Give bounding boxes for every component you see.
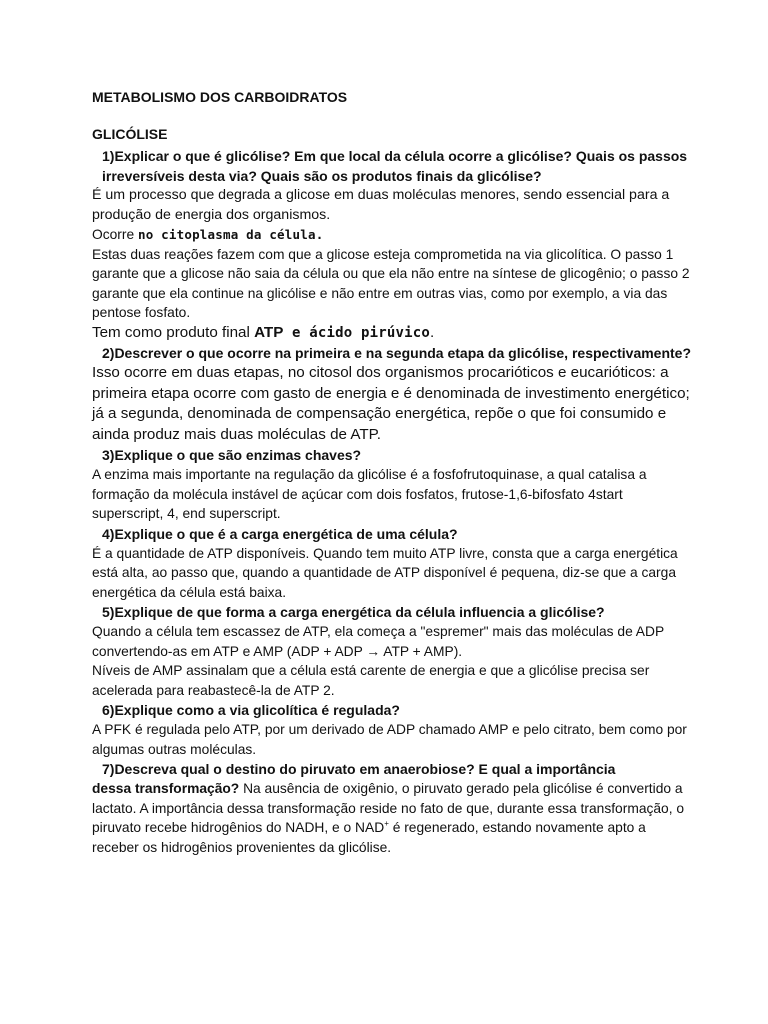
answer-1-location — [92, 225, 692, 245]
answer-1-location-bold: no citoplasma da célula. — [138, 227, 324, 242]
question-7-line-2: dessa transformação? — [92, 781, 240, 797]
document-title: METABOLISMO DOS CARBOIDRATOS — [92, 89, 348, 105]
answer-1-products — [92, 323, 692, 344]
answer-3: A enzima mais importante na regulação da glicólise é a fosfofrutoquinase, a qual catalisa a formação da molécula instável de açúcar com dois fosfatos, frutose-1,6-bifosfato 4start superscript, 4, end superscript. — [92, 467, 647, 522]
question-3: 3)Explique o que são enzimas chaves? — [102, 447, 362, 464]
answer-7-before-sup: Na ausência de oxigênio, o piruvato gerado pela glicólise é convertido a lactato. A importância dessa transformação reside no fato de que, durante essa transformação, o piruvato recebe hidrogênios do NADH, e o NAD — [92, 781, 685, 836]
answer-1-definition: É um processo que degrada a glicose em duas moléculas menores, sendo essencial para a produção de energia dos organismos. — [92, 187, 670, 223]
answer-1-steps: Estas duas reações fazem com que a glicose esteja comprometida na via glicolítica. O passo 1 garante que a glicose não saia da célula ou que ela não entre na síntese de glicogênio; o passo 2 garante que ela continue na glicólise e não entre em outras vias, como por exemplo, a via das pentose fosfato. — [92, 246, 690, 320]
answer-2: Isso ocorre em duas etapas, no citosol dos organismos procarióticos e eucarióticos: a primeira etapa ocorre com gasto de energia e é denominada de investimento energético; já a segunda, denominada de compensação energética, repõe o que foi consumido e ainda produz mais duas moléculas de ATP. — [92, 364, 690, 443]
answer-1-products-acid: e ácido pirúvico — [283, 324, 431, 341]
answer-7-after-sup: é regenerado, estando novamente apto a receber os hidrogênios provenientes da glicólise. — [92, 820, 646, 855]
question-6: 6)Explique como a via glicolítica é regulada? — [102, 702, 400, 719]
answer-5-part-2: Níveis de AMP assinalam que a célula está carente de energia e que a glicólise precisa ser acelerada para reabastecê-la de ATP 2. — [92, 663, 650, 698]
section-heading: GLICÓLISE — [92, 126, 168, 142]
question-5: 5)Explique de que forma a carga energética da célula influencia a glicólise? — [102, 604, 605, 621]
answer-1-products-suffix: . — [430, 323, 435, 341]
question-1: 1)Explicar o que é glicólise? Em que local da célula ocorre a glicólise? Quais os passos irreversíveis desta via? Quais são os produtos finais da glicólise? — [102, 148, 688, 184]
question-7-line-1: 7)Descreva qual o destino do piruvato em anaerobiose? E qual a importância — [102, 761, 616, 778]
question-7-and-answer — [92, 779, 692, 857]
answer-7-superscript: + — [384, 818, 389, 828]
question-4: 4)Explique o que é a carga energética de uma célula? — [102, 525, 458, 542]
document-page — [92, 88, 692, 857]
question-2: 2)Descrever o que ocorre na primeira e na segunda etapa da glicólise, respectivamente? — [102, 345, 692, 362]
answer-1-location-prefix: Ocorre — [92, 227, 138, 242]
answer-6: A PFK é regulada pelo ATP, por um derivado de ADP chamado AMP e pelo citrato, bem como por algumas outras moléculas. — [92, 722, 687, 757]
answer-5-part-1: Quando a célula tem escassez de ATP, ela começa a "espremer" mais das moléculas de ADP convertendo-as em ATP e AMP (ADP + ADP → ATP + AMP). — [92, 624, 664, 659]
answer-1-products-prefix: Tem como produto final — [92, 323, 255, 341]
answer-4: É a quantidade de ATP disponíveis. Quando tem muito ATP livre, consta que a carga energética está alta, ao passo que, quando a quantidade de ATP disponível é pequena, diz-se que a carga energética da célula está baixa. — [92, 545, 678, 600]
answer-1-products-atp: ATP — [254, 323, 284, 341]
